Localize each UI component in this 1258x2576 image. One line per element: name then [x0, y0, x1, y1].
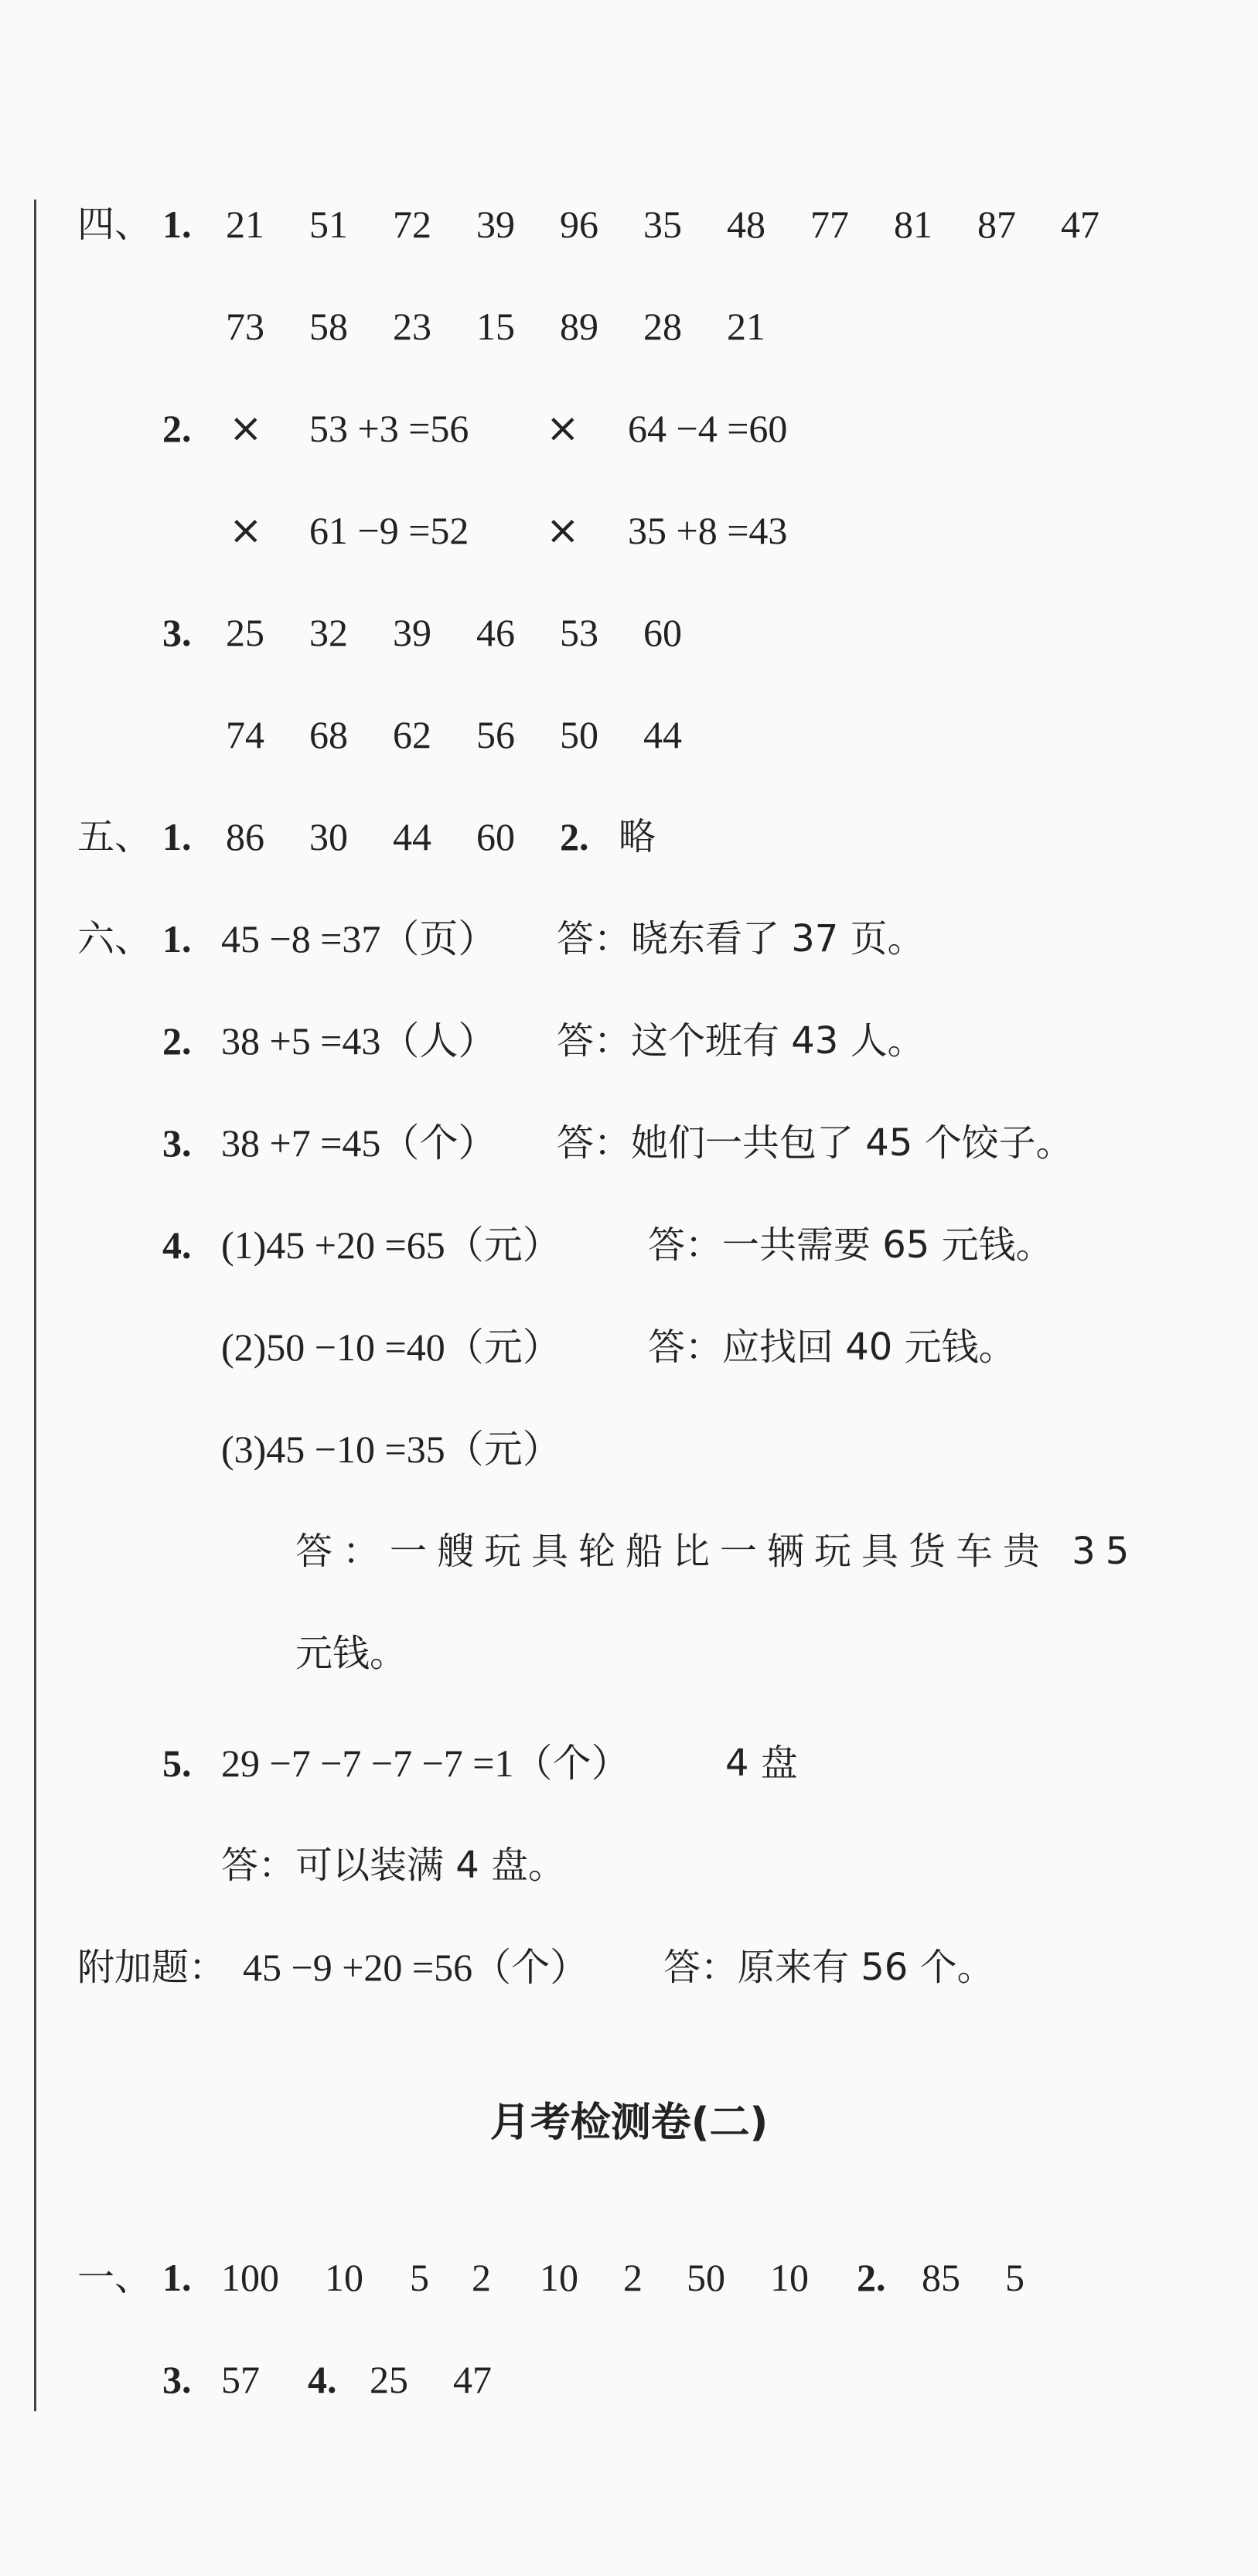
value: 53 — [560, 611, 598, 654]
equation: 29 −7 −7 −7 −7 =1（个） — [221, 1742, 630, 1785]
equation: 61 −9 =52 — [309, 509, 469, 552]
value: 44 — [643, 713, 682, 756]
equation: 64 −4 =60 — [628, 407, 788, 450]
value: 73 — [226, 305, 264, 348]
question-number: 3. — [162, 1121, 192, 1165]
answer-text: 答：应找回 40 元钱。 — [648, 1326, 1016, 1369]
equation: (3)45 −10 =35（元） — [221, 1428, 561, 1471]
answer-text: 答：原来有 56 个。 — [663, 1946, 994, 1989]
value: 32 — [309, 611, 348, 654]
value: 2 — [623, 2256, 643, 2299]
value: 81 — [894, 203, 932, 246]
value: 10 — [770, 2256, 809, 2299]
answer-text: 答：可以装满 4 盘。 — [221, 1844, 566, 1887]
answer-text: 答：晓东看了 37 页。 — [557, 917, 925, 960]
value: 39 — [476, 203, 515, 246]
section-title: 月考检测卷(二) — [489, 2100, 769, 2146]
value: 23 — [393, 305, 431, 348]
question-number: 1. — [162, 203, 192, 246]
result-text: 4 盘 — [725, 1742, 798, 1785]
value: 10 — [325, 2256, 363, 2299]
question-number: 4. — [162, 1223, 192, 1267]
question-number: 4. — [308, 2358, 337, 2401]
value: 47 — [1061, 203, 1099, 246]
value: 85 — [922, 2256, 960, 2299]
value: 50 — [687, 2256, 725, 2299]
value: 72 — [393, 203, 431, 246]
value: 10 — [540, 2256, 578, 2299]
value: 44 — [393, 815, 431, 858]
equation: 45 −8 =37（页） — [221, 917, 497, 960]
equation: 38 +7 =45（个） — [221, 1121, 497, 1165]
value: 2 — [472, 2256, 491, 2299]
answer-text: 答：一共需要 65 元钱。 — [648, 1223, 1053, 1267]
value: 96 — [560, 203, 598, 246]
value: 25 — [370, 2358, 408, 2401]
equation: (1)45 +20 =65（元） — [221, 1223, 561, 1267]
equation: 35 +8 =43 — [628, 509, 788, 552]
equation: 38 +5 =43（人） — [221, 1019, 497, 1063]
value: 5 — [1005, 2256, 1024, 2299]
section-label: 四、 — [77, 203, 152, 246]
value: 57 — [221, 2358, 260, 2401]
section-label: 六、 — [77, 917, 152, 960]
value: 35 — [643, 203, 682, 246]
question-number: 2. — [560, 815, 589, 858]
value: 25 — [226, 611, 264, 654]
question-number: 1. — [162, 815, 192, 858]
value: 68 — [309, 713, 348, 756]
question-number: 3. — [162, 2358, 192, 2401]
section-label: 一、 — [77, 2256, 152, 2299]
value: 30 — [309, 815, 348, 858]
value: 60 — [643, 611, 682, 654]
question-number: 1. — [162, 917, 192, 960]
equation: (2)50 −10 =40（元） — [221, 1326, 561, 1369]
value: 48 — [727, 203, 765, 246]
question-number: 5. — [162, 1742, 192, 1785]
value: 58 — [309, 305, 348, 348]
cross-mark: × — [229, 405, 263, 452]
section-label: 五、 — [77, 815, 152, 858]
value: 77 — [810, 203, 849, 246]
equation: 53 +3 =56 — [309, 407, 469, 450]
answer-text: 答：一艘玩具轮船比一辆玩具货车贵 35 — [295, 1530, 1140, 1573]
value: 100 — [221, 2256, 279, 2299]
left-margin-rule — [34, 200, 36, 2411]
answer-text: 略 — [619, 815, 656, 858]
value: 5 — [410, 2256, 429, 2299]
value: 87 — [977, 203, 1016, 246]
cross-mark: × — [229, 507, 263, 554]
value: 39 — [393, 611, 431, 654]
answer-text: 元钱。 — [295, 1632, 407, 1675]
value: 50 — [560, 713, 598, 756]
question-number: 2. — [857, 2256, 886, 2299]
answer-text: 答：这个班有 43 人。 — [557, 1019, 925, 1063]
value: 47 — [453, 2358, 492, 2401]
value: 21 — [226, 203, 264, 246]
question-number: 2. — [162, 1019, 192, 1063]
value: 28 — [643, 305, 682, 348]
section-label: 附加题： — [77, 1946, 227, 1989]
value: 60 — [476, 815, 515, 858]
value: 46 — [476, 611, 515, 654]
value: 21 — [727, 305, 765, 348]
question-number: 2. — [162, 407, 192, 450]
question-number: 1. — [162, 2256, 192, 2299]
value: 56 — [476, 713, 515, 756]
value: 86 — [226, 815, 264, 858]
value: 51 — [309, 203, 348, 246]
value: 15 — [476, 305, 515, 348]
cross-mark: × — [546, 405, 580, 452]
question-number: 3. — [162, 611, 192, 654]
answer-text: 答：她们一共包了 45 个饺子。 — [557, 1121, 1073, 1165]
value: 74 — [226, 713, 264, 756]
value: 89 — [560, 305, 598, 348]
cross-mark: × — [546, 507, 580, 554]
equation: 45 −9 +20 =56（个） — [243, 1946, 589, 1989]
value: 62 — [393, 713, 431, 756]
